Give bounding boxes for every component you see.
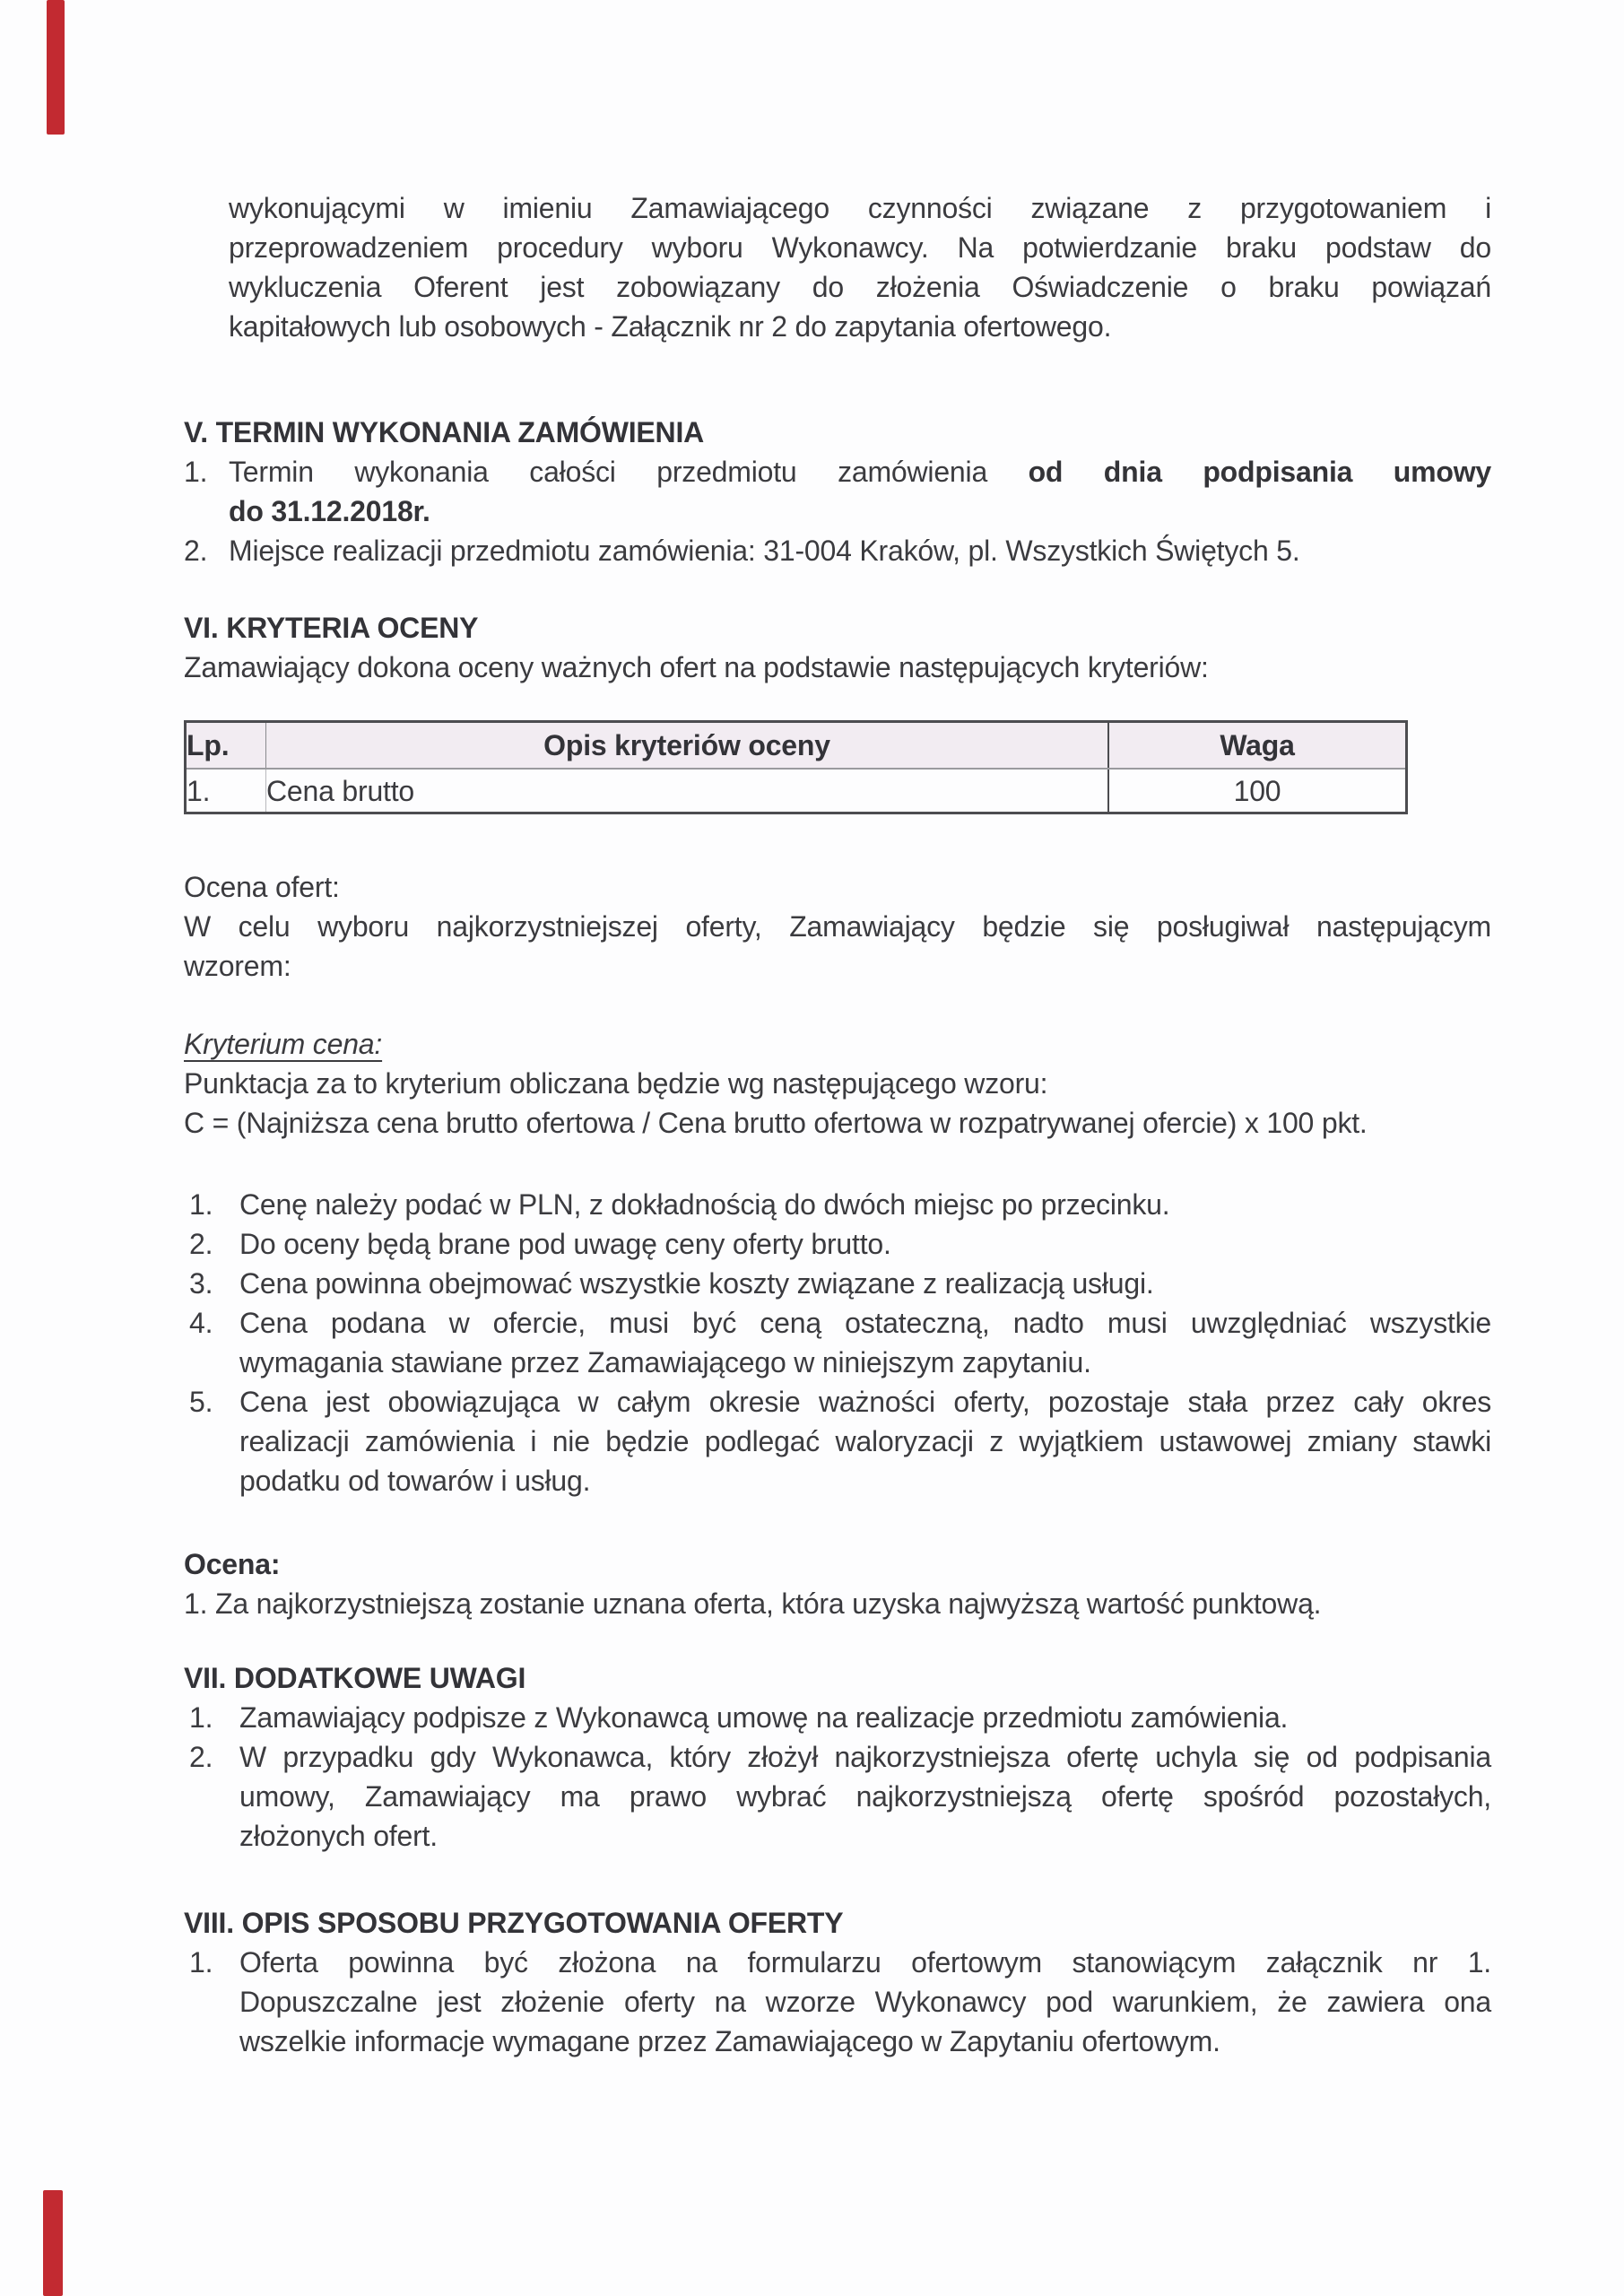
red-scan-artifact-bottom	[43, 2190, 63, 2296]
text-line: Termin wykonania całości przedmiotu zamówienia od dnia podpisania umowy	[229, 456, 1491, 488]
kryterium-cena-text: Kryterium cena:	[184, 1028, 383, 1060]
list-item-body	[229, 531, 1491, 570]
text-line: przeprowadzeniem procedury wyboru Wykonawcy. Na potwierdzanie braku podstaw do	[229, 231, 1491, 264]
criteria-table-header-row	[186, 722, 1407, 770]
text-line: wymagania stawiane przez Zamawiającego w niniejszym zapytaniu.	[239, 1346, 1091, 1378]
list-item	[184, 452, 1491, 531]
criteria-table-header-waga: Waga	[1108, 722, 1407, 770]
section-viii-list	[184, 1943, 1491, 2061]
text-line: Miejsce realizacji przedmiotu zamówienia: 31-004 Kraków, pl. Wszystkich Świętych 5.	[229, 535, 1300, 567]
list-item-body	[239, 1303, 1491, 1382]
ocena-label: Ocena:	[184, 1548, 281, 1580]
list-item-body	[239, 1943, 1491, 2061]
text-line: W celu wyboru najkorzystniejszej oferty, Zamawiający będzie się posługiwał następującym	[184, 910, 1491, 943]
wzor-paragraph	[184, 907, 1491, 986]
criteria-table-header-desc: Opis kryteriów oceny	[266, 722, 1109, 770]
section-vii-list	[184, 1698, 1491, 1856]
list-item-number: 1.	[189, 1946, 213, 1979]
list-item-number: 1.	[184, 456, 208, 488]
text-line: W przypadku gdy Wykonawca, który złożył najkorzystniejsza ofertę uchyla się od podpisania	[239, 1741, 1491, 1773]
list-item-number: 2.	[189, 1228, 213, 1260]
section-v-list	[184, 452, 1491, 570]
list-item-body	[229, 452, 1491, 531]
ocena-ofert-label: Ocena ofert:	[184, 871, 340, 903]
section-vii-heading: VII. DODATKOWE UWAGI	[184, 1662, 526, 1694]
text-line: Cena powinna obejmować wszystkie koszty związane z realizacją usługi.	[239, 1267, 1154, 1300]
list-item-body	[239, 1382, 1491, 1500]
list-item	[189, 1737, 1491, 1856]
list-item-body	[239, 1264, 1491, 1303]
text-line: Do oceny będą brane pod uwagę ceny oferty brutto.	[239, 1228, 891, 1260]
criteria-table-row	[186, 769, 1407, 813]
list-item-body	[239, 1698, 1491, 1737]
text-line: Cenę należy podać w PLN, z dokładnością do dwóch miejsc po przecinku.	[239, 1188, 1170, 1221]
list-item-body	[239, 1224, 1491, 1264]
text-line: złożonych ofert.	[239, 1820, 438, 1852]
text-line: do 31.12.2018r.	[229, 495, 430, 527]
text-line: Cena podana w ofercie, musi być ceną ostateczną, nadto musi uwzględniać wszystkie	[239, 1307, 1491, 1339]
formula-line: C = (Najniższa cena brutto ofertowa / Cena brutto ofertowa w rozpatrywanej ofercie) x 100 pkt.	[184, 1107, 1368, 1139]
list-item-number: 1.	[189, 1188, 213, 1221]
punktacja-line: Punktacja za to kryterium obliczana będzie wg następującego wzoru:	[184, 1067, 1048, 1100]
list-item-number: 2.	[189, 1741, 213, 1773]
criteria-cell-waga: 100	[1108, 769, 1407, 813]
list-item-number: 3.	[189, 1267, 213, 1300]
intro-paragraph	[229, 188, 1491, 346]
section-vi-heading: VI. KRYTERIA OCENY	[184, 612, 479, 644]
text-line: Zamawiający podpisze z Wykonawcą umowę na realizacje przedmiotu zamówienia.	[239, 1701, 1289, 1734]
list-item-body	[239, 1185, 1491, 1224]
criteria-table-header-lp: Lp.	[186, 722, 266, 770]
criteria-cell-desc: Cena brutto	[266, 769, 1109, 813]
text-line: Cena jest obowiązująca w całym okresie ważności oferty, pozostaje stała przez cały okres	[239, 1386, 1491, 1418]
text-line: podatku od towarów i usług.	[239, 1465, 591, 1497]
section-viii-heading: VIII. OPIS SPOSOBU PRZYGOTOWANIA OFERTY	[184, 1907, 844, 1939]
price-rules-list	[184, 1185, 1491, 1500]
section-vi-intro: Zamawiający dokona oceny ważnych ofert na podstawie następujących kryteriów:	[184, 651, 1209, 683]
list-item	[189, 1698, 1491, 1737]
list-item	[189, 1303, 1491, 1382]
list-item-number: 2.	[184, 535, 208, 567]
list-item	[189, 1264, 1491, 1303]
list-item-number: 5.	[189, 1386, 213, 1418]
section-v-heading: V. TERMIN WYKONANIA ZAMÓWIENIA	[184, 416, 705, 448]
text-line: wszelkie informacje wymagane przez Zamawiającego w Zapytaniu ofertowym.	[239, 2025, 1220, 2057]
text-line: kapitałowych lub osobowych - Załącznik nr 2 do zapytania ofertowego.	[229, 310, 1112, 343]
text-line: Oferta powinna być złożona na formularzu ofertowym stanowiącym załącznik nr 1.	[239, 1946, 1491, 1979]
document-content	[184, 0, 1491, 2061]
text-line: wykonującymi w imieniu Zamawiającego czynności związane z przygotowaniem i	[229, 192, 1491, 224]
list-item-number: 1.	[189, 1701, 213, 1734]
ocena-item: 1. Za najkorzystniejszą zostanie uznana oferta, która uzyska najwyższą wartość punktową.	[184, 1587, 1322, 1620]
text-line: Dopuszczalne jest złożenie oferty na wzorze Wykonawcy pod warunkiem, że zawiera ona	[239, 1986, 1491, 2018]
list-item-number: 4.	[189, 1307, 213, 1339]
list-item-body	[239, 1737, 1491, 1856]
list-item	[189, 1185, 1491, 1224]
text-line: wykluczenia Oferent jest zobowiązany do złożenia Oświadczenie o braku powiązań	[229, 271, 1491, 303]
kryterium-cena-label	[184, 1024, 1491, 1064]
text-line: realizacji zamówienia i nie będzie podlegać waloryzacji z wyjątkiem ustawowej zmiany stawki	[239, 1425, 1491, 1457]
list-item	[189, 1382, 1491, 1500]
list-item	[184, 531, 1491, 570]
list-item	[189, 1943, 1491, 2061]
list-item	[189, 1224, 1491, 1264]
text-line: umowy, Zamawiający ma prawo wybrać najkorzystniejszą ofertę spośród pozostałych,	[239, 1780, 1491, 1813]
criteria-table	[184, 720, 1408, 814]
criteria-cell-lp: 1.	[187, 774, 211, 807]
text-line: wzorem:	[184, 950, 291, 982]
red-scan-artifact-top	[47, 0, 65, 135]
